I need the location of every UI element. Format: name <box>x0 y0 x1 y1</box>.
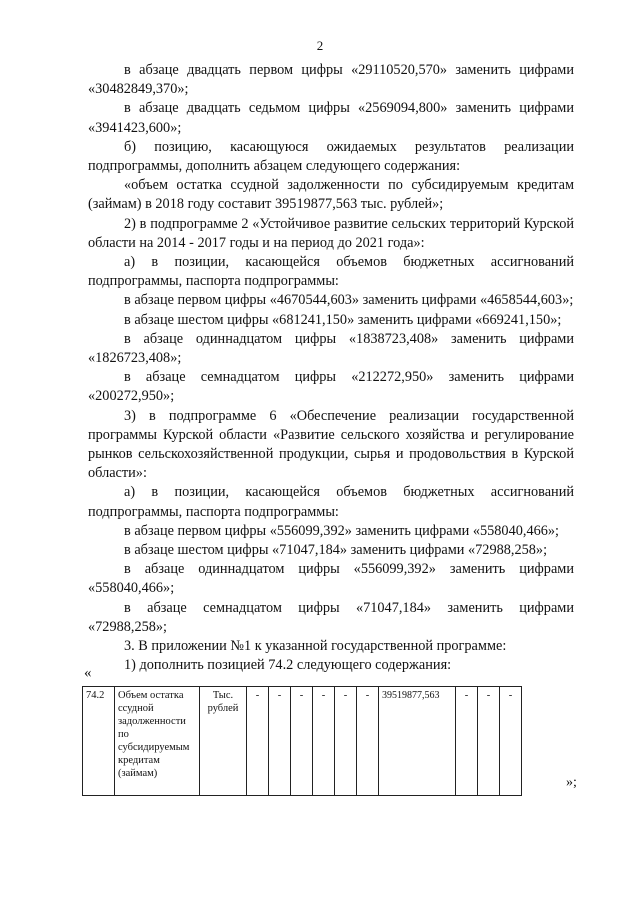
paragraph: 2) в подпрограмме 2 «Устойчивое развитие сельских территорий Курской области на 2014 - 2017 годы и на период до 2021 года»: <box>88 215 574 251</box>
empty-value-cell: - <box>478 687 500 796</box>
value-cell: 39519877,563 <box>379 687 456 796</box>
paragraph: в абзаце первом цифры «556099,392» заменить цифрами «558040,466»; <box>124 522 560 539</box>
empty-value-cell: - <box>335 687 357 796</box>
empty-value-cell: - <box>357 687 379 796</box>
closing-quote: »; <box>566 775 577 790</box>
paragraph: а) в позиции, касающейся объемов бюджетных ассигнований подпрограммы, паспорта подпрограммы: <box>88 254 574 290</box>
paragraph: в абзаце шестом цифры «71047,184» заменить цифрами «72988,258»; <box>124 542 548 559</box>
paragraph: в абзаце первом цифры «4670544,603» заменить цифрами «4658544,603»; <box>124 292 574 309</box>
empty-value-cell: - <box>291 687 313 796</box>
paragraph: «объем остатка ссудной задолженности по субсидируемым кредитам (займам) в 2018 году составит 39519877,563 тыс. рублей»; <box>88 177 574 213</box>
table-row <box>83 687 522 796</box>
paragraph: 3. В приложении №1 к указанной государственной программе: <box>124 638 507 655</box>
paragraph: в абзаце семнадцатом цифры «71047,184» заменить цифрами «72988,258»; <box>88 599 574 635</box>
indicator-name-cell: Объем остатка ссудной задолженности по субсидируемым кредитам (займам) <box>115 687 200 796</box>
paragraph: в абзаце двадцать первом цифры «29110520,570» заменить цифрами «30482849,370»; <box>88 62 574 98</box>
paragraph: в абзаце семнадцатом цифры «212272,950» заменить цифрами «200272,950»; <box>88 369 574 405</box>
opening-quote: « <box>84 665 92 681</box>
paragraph: а) в позиции, касающейся объемов бюджетных ассигнований подпрограммы, паспорта подпрограммы: <box>88 484 574 520</box>
page-number: 2 <box>316 38 324 53</box>
paragraph: б) позицию, касающуюся ожидаемых результатов реализации подпрограммы, дополнить абзацем следующего содержания: <box>88 138 574 175</box>
unit-cell: Тыс. рублей <box>200 687 247 796</box>
empty-value-cell: - <box>269 687 291 796</box>
document-body <box>88 61 574 676</box>
paragraph: 3) в подпрограмме 6 «Обеспечение реализации государственной программы Курской области «Развитие сельского хозяйства и регулирование рынков сельскохозяйственной продукции, сырья и продовольствия в Курской области»: <box>88 407 574 482</box>
position-number-cell: 74.2 <box>83 687 115 796</box>
paragraph: в абзаце одиннадцатом цифры «1838723,408» заменить цифрами «1826723,408»; <box>88 330 574 367</box>
empty-value-cell: - <box>456 687 478 796</box>
empty-value-cell: - <box>500 687 522 796</box>
empty-value-cell: - <box>313 687 335 796</box>
paragraph: в абзаце шестом цифры «681241,150» заменить цифрами «669241,150»; <box>124 311 562 328</box>
position-table <box>82 686 522 796</box>
paragraph: 1) дополнить позицией 74.2 следующего содержания: <box>124 657 452 674</box>
paragraph: в абзаце двадцать седьмом цифры «2569094,800» заменить цифрами «3941423,600»; <box>88 100 574 136</box>
paragraph: в абзаце одиннадцатом цифры «556099,392» заменить цифрами «558040,466»; <box>88 561 574 597</box>
empty-value-cell: - <box>247 687 269 796</box>
